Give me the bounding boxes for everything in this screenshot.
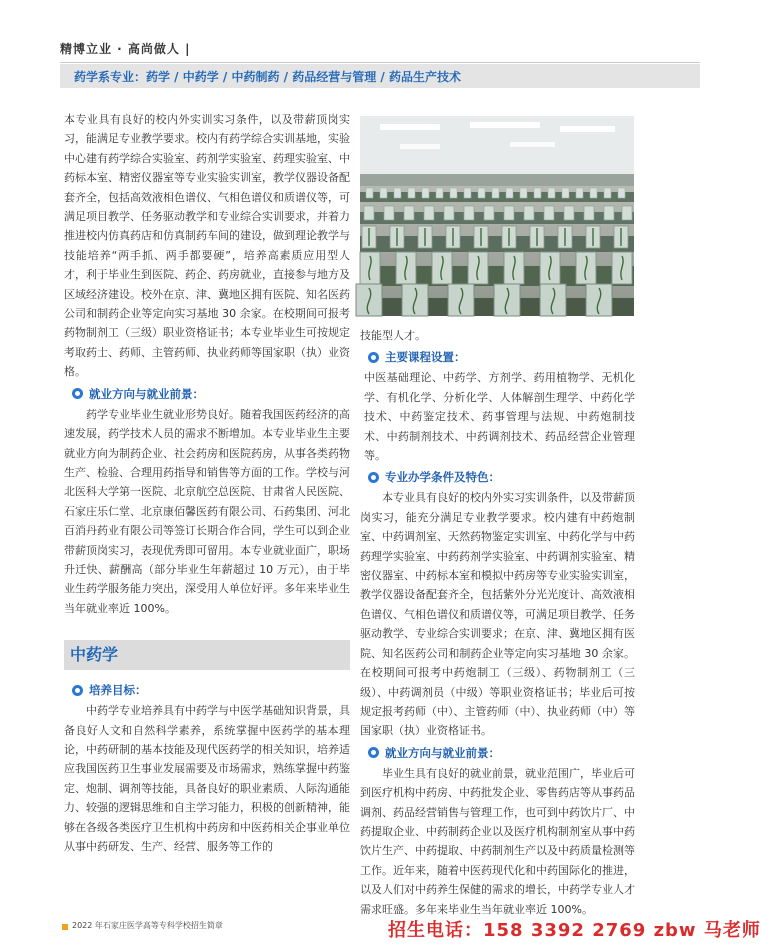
department-band xyxy=(60,64,700,88)
footer-caption: 2022 年石家庄医学高等专科学校招生简章 xyxy=(72,921,223,930)
specimen-lab-illustration xyxy=(360,116,634,316)
bullet-icon xyxy=(72,685,83,696)
phone-watermark: 招生电话：158 3392 2769 zbw 马老师 xyxy=(388,920,761,941)
tcm-conditions-heading-text: 专业办学条件及特色： xyxy=(385,470,500,485)
tcm-courses-heading-text: 主要课程设置： xyxy=(385,350,466,365)
tcm-employment-heading xyxy=(368,743,635,763)
tcm-courses-paragraph: 中医基础理论、中药学、方剂学、药用植物学、无机化学、有机化学、分析化学、人体解剖生理学、中药化学技术、中药鉴定技术、药事管理与法规、中药炮制技术、中药制剂技术、中药调剂技术、药品经营企业管理等。 xyxy=(364,371,635,463)
header-rule xyxy=(60,62,700,63)
bullet-icon xyxy=(72,388,83,399)
department-band-title: 药学系专业：药学 / 中药学 / 中药制药 / 药品经营与管理 / 药品生产技术 xyxy=(74,70,461,84)
specimen-lab-photo xyxy=(360,116,634,316)
footer-marker xyxy=(62,924,68,930)
tcm-employment-paragraph: 毕业生具有良好的就业前景，就业范围广，毕业后可到医疗机构中药房、中药批发企业、零售药店等从事药品调剂、药品经营销售与管理工作，也可到中药饮片厂、中药提取企业、中药制药企业以及医疗机构制剂室从事中药饮片生产、中药提取、中药制剂生产以及中药质量检测等工作。近年来，随着中医药现代化和中药国际化的推进，以及人们对中药养生保健的需求的增长，中药学专业人才需求旺盛。多年来毕业生当年就业率近 100%。 xyxy=(360,766,635,916)
pharmacy-employment-paragraph: 药学专业毕业生就业形势良好。随着我国医药经济的高速发展，药学技术人员的需求不断增加。本专业毕业生主要就业方向为制药企业、社会药房和医院药房，从事各类药物生产、检验、合理用药指导和销售等方面的工作。学校与河北医科大学第一医院、北京航空总医院、甘肃省人民医院、石家庄乐仁堂、北京康佰馨医药有限公司、石药集团、河北百消丹药业有限公司等签订长期合作合同，学生可以到企业带薪顶岗实习，表现优秀即可留用。本专业就业面广，职场升迁快、薪酬高（部分毕业生年薪超过 10 万元），由于毕业生药学服务能力突出，深受用人单位好评。多年来毕业生当年就业率近 100%。 xyxy=(64,407,350,615)
tcm-courses-heading xyxy=(368,347,635,367)
right-column xyxy=(360,326,635,919)
tcm-goal-heading xyxy=(72,680,350,700)
bullet-icon xyxy=(368,352,379,363)
header-motto: 精博立业 · 高尚做人 | xyxy=(60,42,191,56)
bullet-icon xyxy=(368,472,379,483)
pharmacy-employment-heading xyxy=(72,384,350,404)
tcm-goal-continuation: 技能型人才。 xyxy=(360,329,426,342)
left-column xyxy=(64,110,350,856)
tcm-employment-heading-text: 就业方向与就业前景： xyxy=(385,745,500,760)
tcm-goal-paragraph: 中药学专业培养具有中药学与中医学基础知识背景，具备良好人文和自然科学素养，系统掌握中医药学的基本理论，中药研制的基本技能及现代医药学的相关知识，培养适应我国医药卫生事业发展需要及市场需求，熟练掌握中药鉴定、炮制、调剂等技能，具备良好的职业素质、人际沟通能力、较强的逻辑思维和自主学习能力，积极的创新精神，能够在各级各类医疗卫生机构中药房和中医药相关企事业单位从事中药研发、生产、经营、服务等工作的 xyxy=(64,704,350,853)
section-heading-tcm-title: 中药学 xyxy=(70,645,119,665)
tcm-conditions-paragraph: 本专业具有良好的校内外实习实训条件，以及带薪顶岗实习，能充分满足专业教学要求。校内建有中药炮制室、中药调剂室、天然药物鉴定实训室、中药化学与中药药理学实验室、中药药剂学实验室、中药调剂实验室、精密仪器室、中药标本室和模拟中药房等专业实验实训室，教学仪器设备配套齐全，包括紫外分光光度计、高效液相色谱仪、气相色谱仪和质谱仪等，可满足项目教学、任务驱动教学、专业综合实训要求；在京、津、冀地区拥有医院、知名医药公司和制药企业等定向实习基地 30 余家。在校期间可报考中药炮制工（三级）、药物制剂工（三级）、中药调剂员（中级）等职业资格证书；毕业后可按规定报考药师（中）、主管药师（中）、执业药师（中）等国家职（执）业资格证书。 xyxy=(360,491,635,738)
section-heading-tcm xyxy=(64,640,350,670)
pharmacy-intro-paragraph: 本专业具有良好的校内外实训实习条件，以及带薪顶岗实习，能满足专业教学要求。校内有药学综合实训基地，实验中心建有药学综合实验室、药剂学实验室、药理实验室、中药标本室、精密仪器室等专业实验实训室，教学仪器设备配套齐全，包括高效液相色谱仪、气相色谱仪和质谱仪等，可满足项目教学、任务驱动教学和专业综合实训要求，并着力推进校内仿真药店和仿真制药车间的建设，做到理论教学与技能培养“两手抓、两手都要硬”，培养高素质应用型人才，利于毕业生到医院、药企、药房就业，直接参与地方及区域经济建设。校外在京、津、冀地区拥有医院、知名医药公司和制药企业等定向实习基地 30 余家。在校期间可报考药物制剂工（三级）职业资格证书；本专业毕业生可按规定考取药士、药师、主管药师、执业药师等国家职（执）业资格。 xyxy=(64,113,350,379)
pharmacy-employment-heading-text: 就业方向与就业前景： xyxy=(89,386,204,401)
bullet-icon xyxy=(368,747,379,758)
tcm-goal-heading-text: 培养目标： xyxy=(89,683,147,698)
tcm-conditions-heading xyxy=(368,467,635,487)
